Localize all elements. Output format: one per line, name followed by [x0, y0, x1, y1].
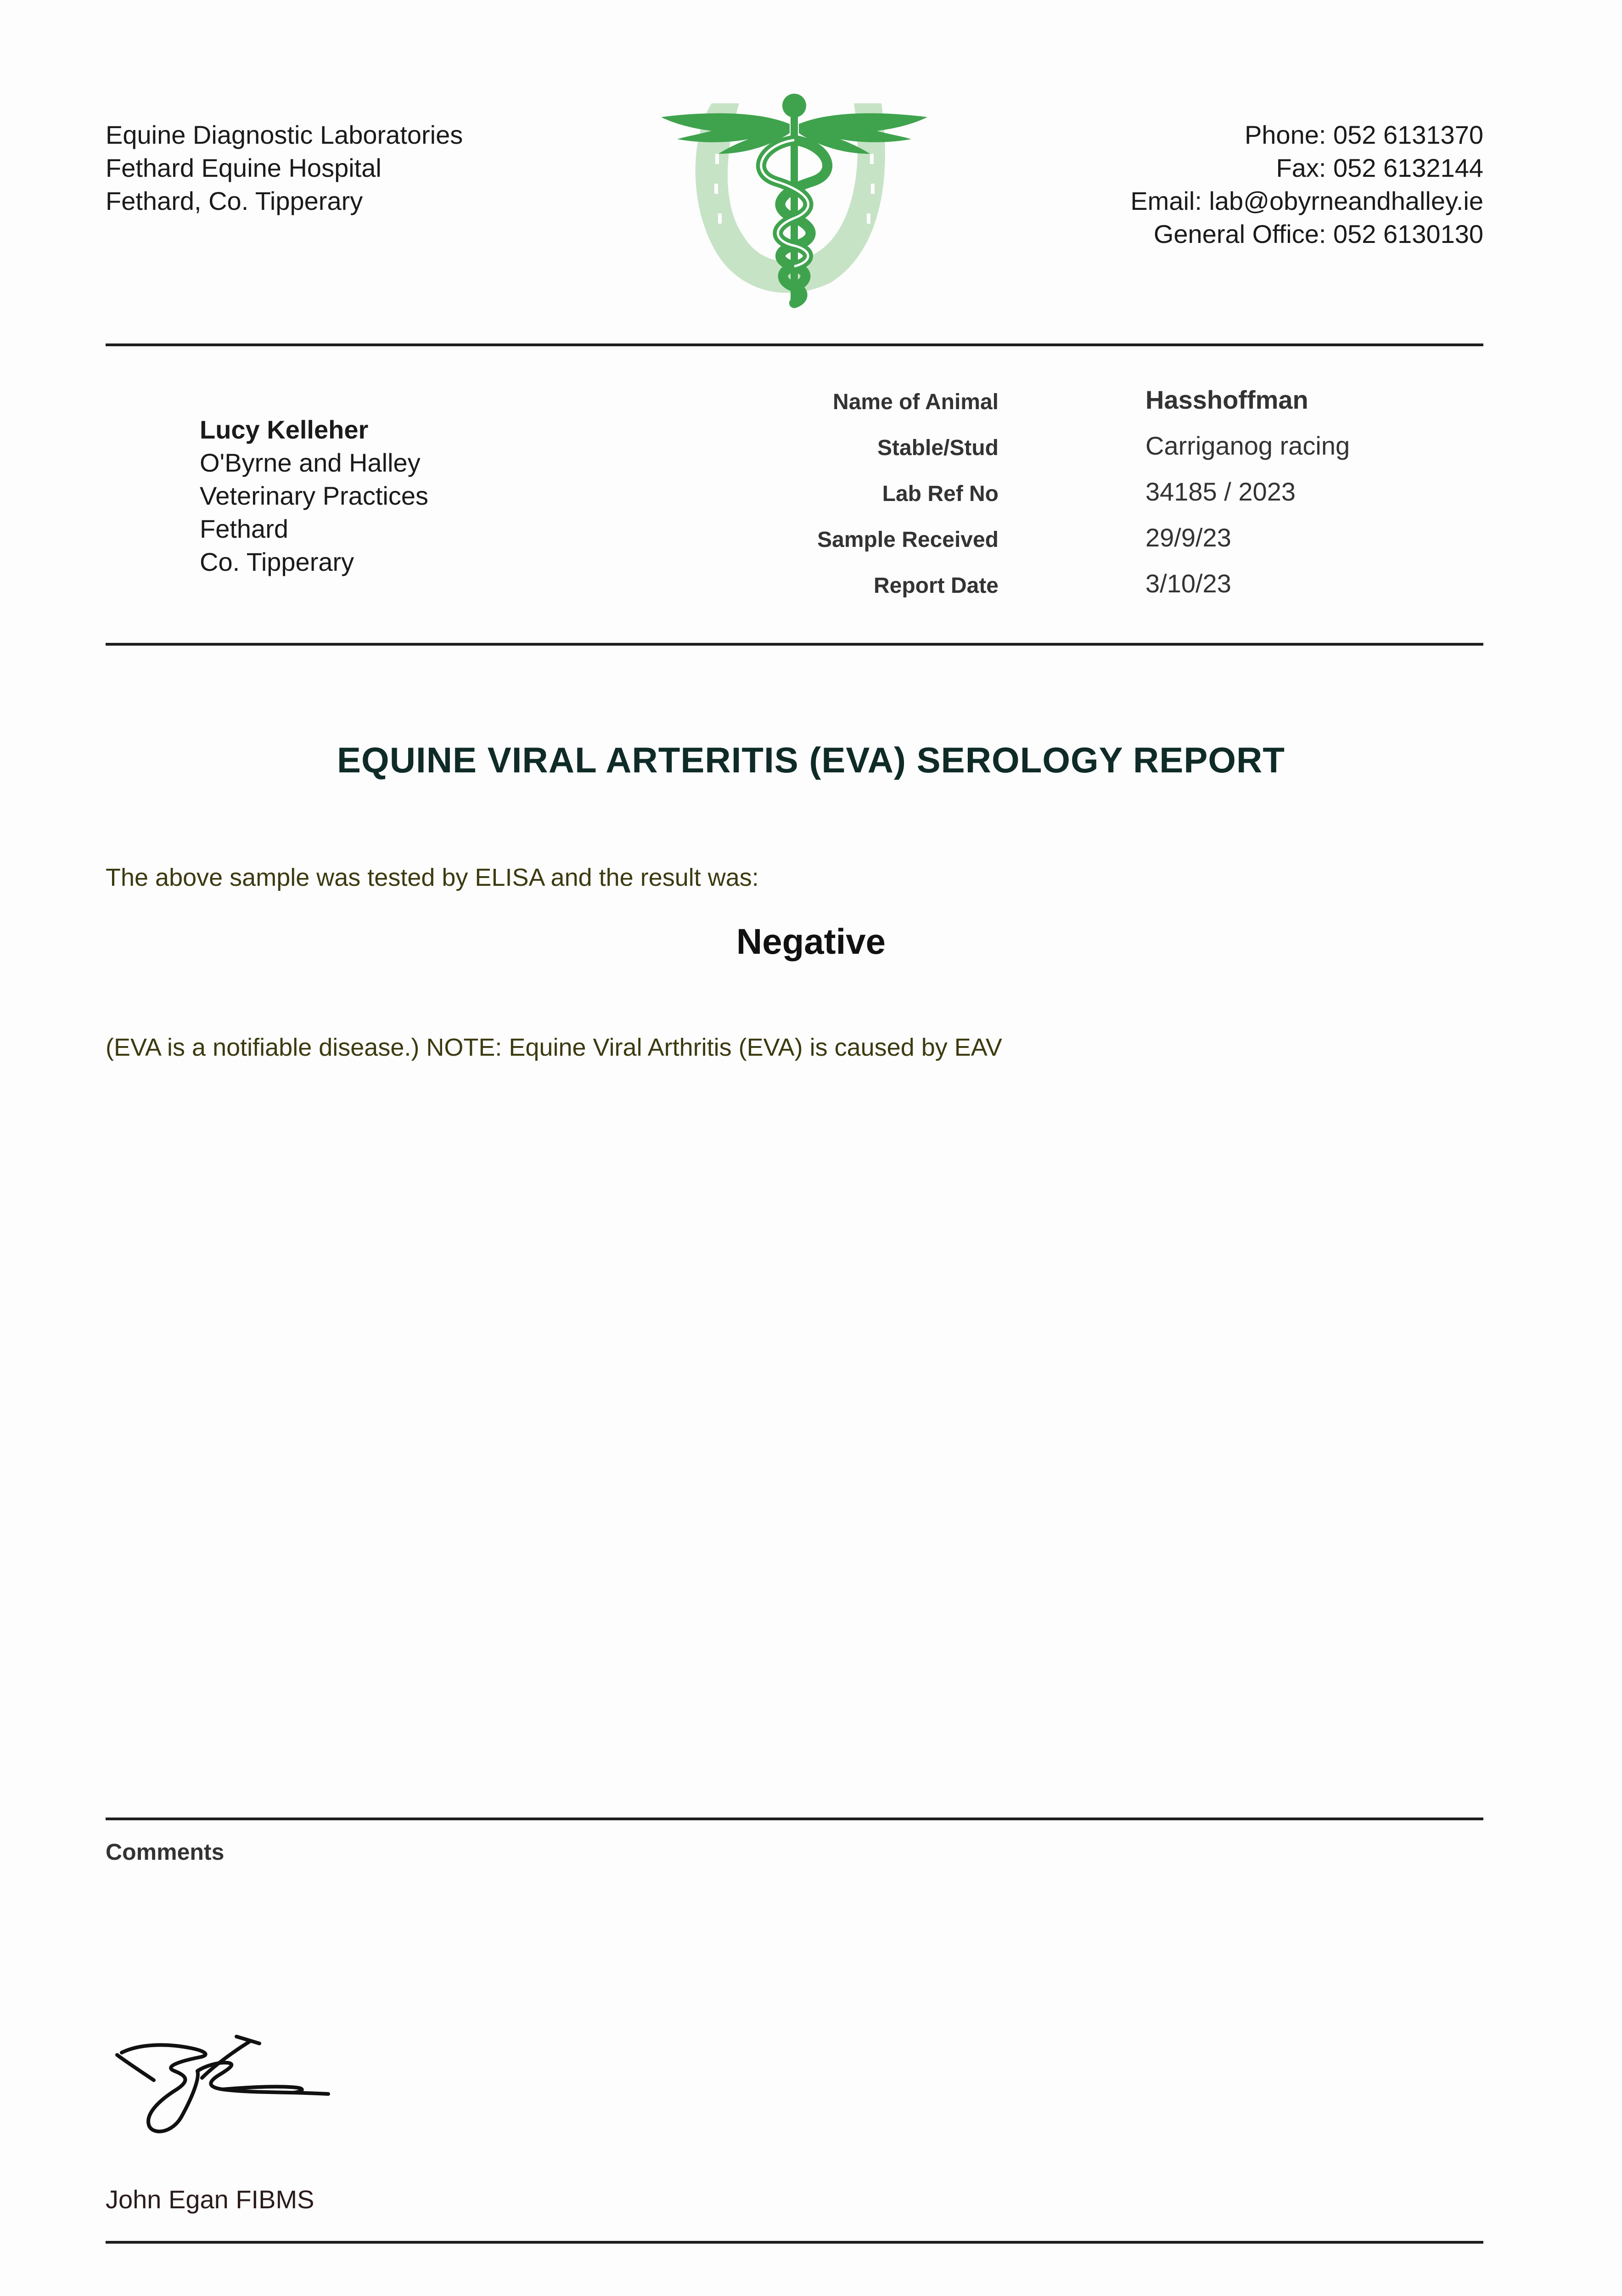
- email-address[interactable]: Email: lab@obyrneandhalley.ie: [1130, 186, 1483, 215]
- detail-row-received: [780, 523, 1423, 559]
- recipient-practice: O'Byrne and Halley: [200, 448, 421, 477]
- handwritten-signature: [112, 2034, 342, 2149]
- sample-received-label: Sample Received: [817, 528, 999, 552]
- phone-number: Phone: 052 6131370: [1244, 120, 1483, 149]
- report-date-label: Report Date: [873, 574, 999, 598]
- report-date-value: 3/10/23: [1145, 569, 1231, 598]
- detail-row-animal: [780, 385, 1423, 422]
- lab-ref-label: Lab Ref No: [882, 482, 999, 506]
- signatory-name: John Egan FIBMS: [106, 2185, 314, 2214]
- lab-ref-value: 34185 / 2023: [1145, 477, 1296, 506]
- caduceus-horseshoe-logo: [661, 85, 927, 315]
- stable-value: Carriganog racing: [1145, 431, 1350, 460]
- stable-label: Stable/Stud: [877, 436, 999, 460]
- recipient-name: Lucy Kelleher: [200, 415, 369, 444]
- comments-label: Comments: [106, 1839, 224, 1865]
- lab-name: Equine Diagnostic Laboratories: [106, 120, 463, 149]
- lab-hospital: Fethard Equine Hospital: [106, 153, 382, 182]
- sample-received-value: 29/9/23: [1145, 523, 1231, 552]
- divider: [106, 643, 1483, 646]
- detail-row-labref: [780, 477, 1423, 513]
- contact-info: [1130, 118, 1483, 251]
- animal-name-label: Name of Animal: [833, 390, 999, 414]
- general-office-number: General Office: 052 6130130: [1153, 219, 1483, 248]
- recipient-county: Co. Tipperary: [200, 547, 354, 576]
- test-result: Negative: [736, 921, 886, 962]
- recipient-practice-type: Veterinary Practices: [200, 481, 428, 510]
- divider: [106, 1818, 1483, 1820]
- recipient-address: [200, 413, 428, 579]
- report-title: EQUINE VIRAL ARTERITIS (EVA) SEROLOGY REPORT: [337, 740, 1285, 780]
- detail-row-stable: [780, 431, 1423, 467]
- recipient-town: Fethard: [200, 514, 288, 543]
- test-method-text: The above sample was tested by ELISA and the result was:: [106, 864, 759, 891]
- notifiable-note: (EVA is a notifiable disease.) NOTE: Equine Viral Arthritis (EVA) is caused by EAV: [106, 1034, 1002, 1061]
- divider: [106, 2241, 1483, 2244]
- lab-location: Fethard, Co. Tipperary: [106, 186, 363, 215]
- animal-name-value: Hasshoffman: [1145, 385, 1308, 414]
- lab-address: [106, 118, 463, 218]
- fax-number: Fax: 052 6132144: [1276, 153, 1483, 182]
- divider: [106, 343, 1483, 346]
- detail-row-reportdate: [780, 568, 1423, 605]
